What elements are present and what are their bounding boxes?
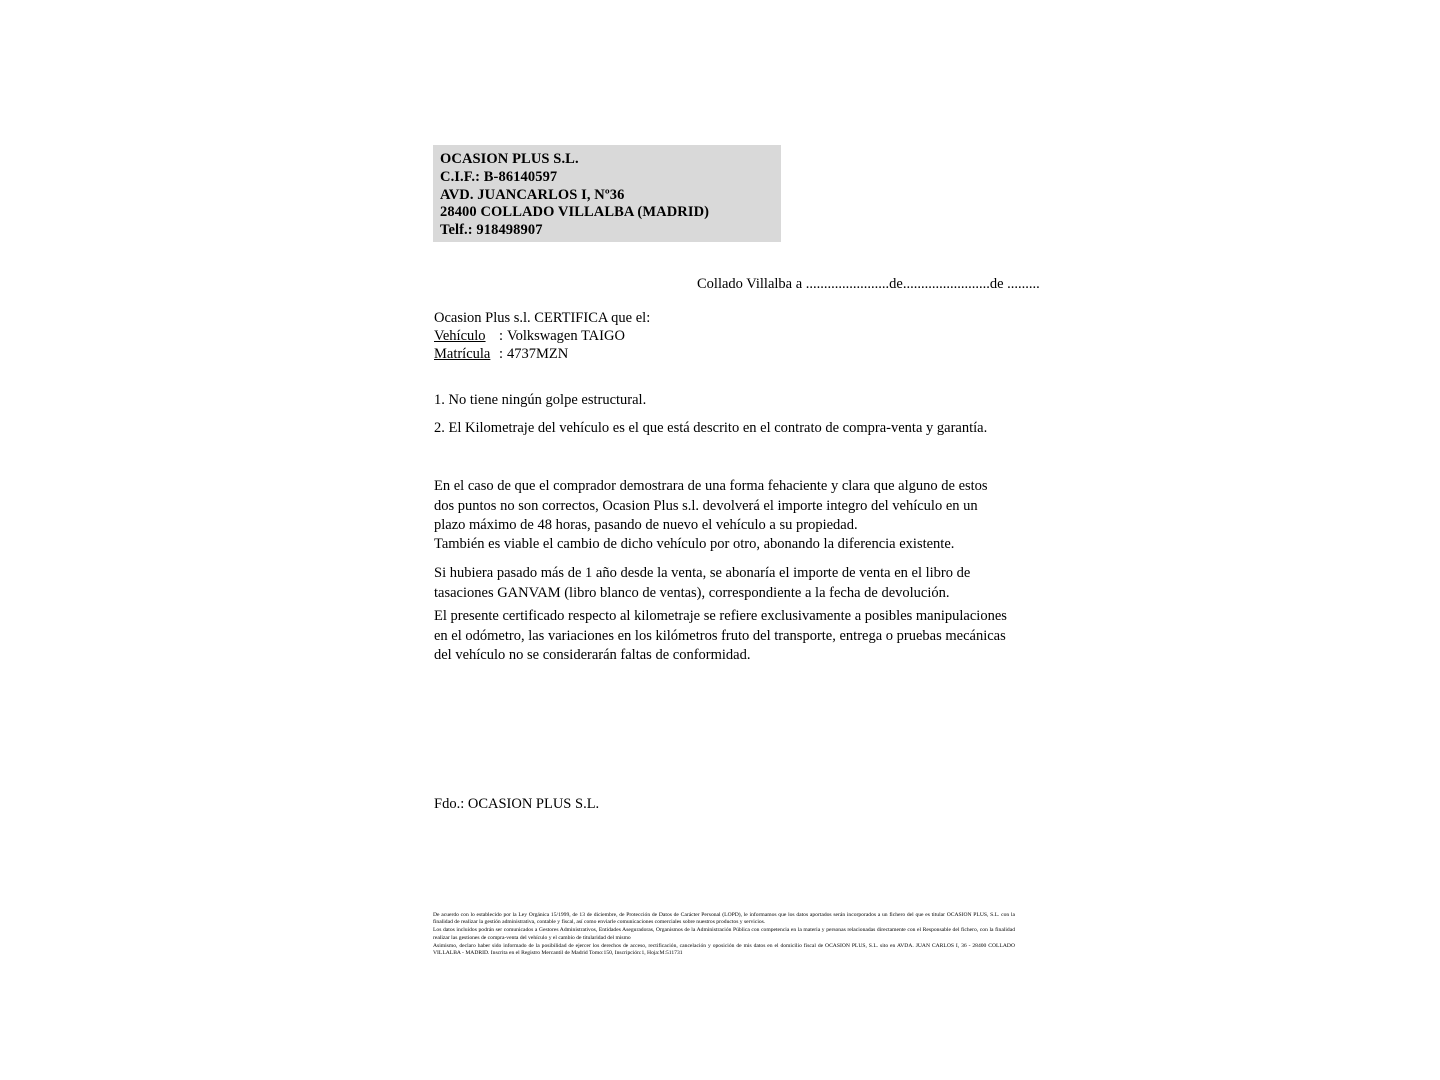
body-paragraph-1: En el caso de que el comprador demostrara de una forma fehaciente y clara que alguno de estos dos puntos no son correctos, Ocasion Plus s.l. devolverá el importe integro del vehículo en un plazo máximo de 48 horas, pasando de nuevo el vehículo a su propiedad. bbox=[434, 478, 988, 534]
company-cif: C.I.F.: B-86140597 bbox=[440, 168, 558, 185]
legal-paragraph-1: De acuerdo con lo establecido por la Ley Orgánica 15/1999, de 13 de diciembre, de Protección de Datos de Carácter Personal (LOPD), le informamos que los datos aportados serán incorporados a un fichero del que es titular OCASION PLUS, S.L. con la finalidad de realizar la gestión administrativa, contable y fiscal, así como enviarle comunicaciones comerciales sobre nuestros productos y servicios. bbox=[433, 912, 1015, 926]
company-city: 28400 COLLADO VILLALBA (MADRID) bbox=[440, 204, 710, 221]
field-matricula-separator: : bbox=[499, 346, 504, 362]
dateline: Collado Villalba a .......................de........................de ......... bbox=[697, 276, 1040, 292]
company-name: OCASION PLUS S.L. bbox=[440, 151, 579, 167]
company-phone: Telf.: 918498907 bbox=[440, 222, 543, 239]
certification-point-2: 2. El Kilometraje del vehículo es el que está descrito en el contrato de compra-venta y garantía. bbox=[434, 420, 988, 436]
field-matricula-label: Matrícula bbox=[434, 346, 491, 362]
legal-paragraph-3: Asimismo, declaro haber sido informado de la posibilidad de ejercer los derechos de acceso, rectificación, cancelación y oposición de mis datos en el domicilio fiscal de OCASION PLUS, S.L. sito en AVDA. JUAN CARLOS I, 36 - 28400 COLLADO VILLALBA - MADRID. Inscrita en el Registro Mercantil de Madrid Tomo:150, Inscripción:1, Hoja:M:511731 bbox=[433, 942, 1015, 957]
letterhead-block bbox=[433, 145, 781, 242]
legal-paragraph-2: Los datos incluidos podrán ser comunicados a Gestores Administrativos, Entidades Aseguradoras, Organismos de la Administración Pública con competencia en la materia y personas relacionadas directamente con el Responsable del fichero, con la finalidad realizar las gestiones de compra-venta del vehículo y el cambio de titularidad del mismo bbox=[433, 927, 1015, 941]
field-vehiculo-label: Vehículo bbox=[434, 328, 486, 344]
field-vehiculo-separator: : bbox=[499, 328, 504, 344]
signature-line: Fdo.: OCASION PLUS S.L. bbox=[434, 796, 600, 812]
certification-point-1: 1. No tiene ningún golpe estructural. bbox=[434, 392, 647, 408]
legal-notice bbox=[433, 912, 1015, 958]
field-matricula bbox=[434, 345, 568, 363]
company-address: AVD. JUANCARLOS I, Nº36 bbox=[440, 186, 625, 203]
body-paragraph-2: También es viable el cambio de dicho vehículo por otro, abonando la diferencia existente. bbox=[434, 536, 955, 552]
body-paragraph-4: El presente certificado respecto al kilometraje se refiere exclusivamente a posibles manipulaciones en el odómetro, las variaciones en los kilómetros fruto del transporte, entrega o pruebas mecánicas del vehículo no se considerarán faltas de conformidad. bbox=[434, 608, 1007, 664]
field-vehiculo-value: Volkswagen TAIGO bbox=[507, 328, 625, 344]
field-vehiculo bbox=[434, 327, 625, 345]
body-paragraph-3: Si hubiera pasado más de 1 año desde la venta, se abonaría el importe de venta en el libro de tasaciones GANVAM (libro blanco de ventas), correspondiente a la fecha de devolución. bbox=[434, 565, 971, 601]
certification-intro: Ocasion Plus s.l. CERTIFICA que el: bbox=[434, 310, 651, 326]
field-matricula-value: 4737MZN bbox=[507, 346, 569, 362]
